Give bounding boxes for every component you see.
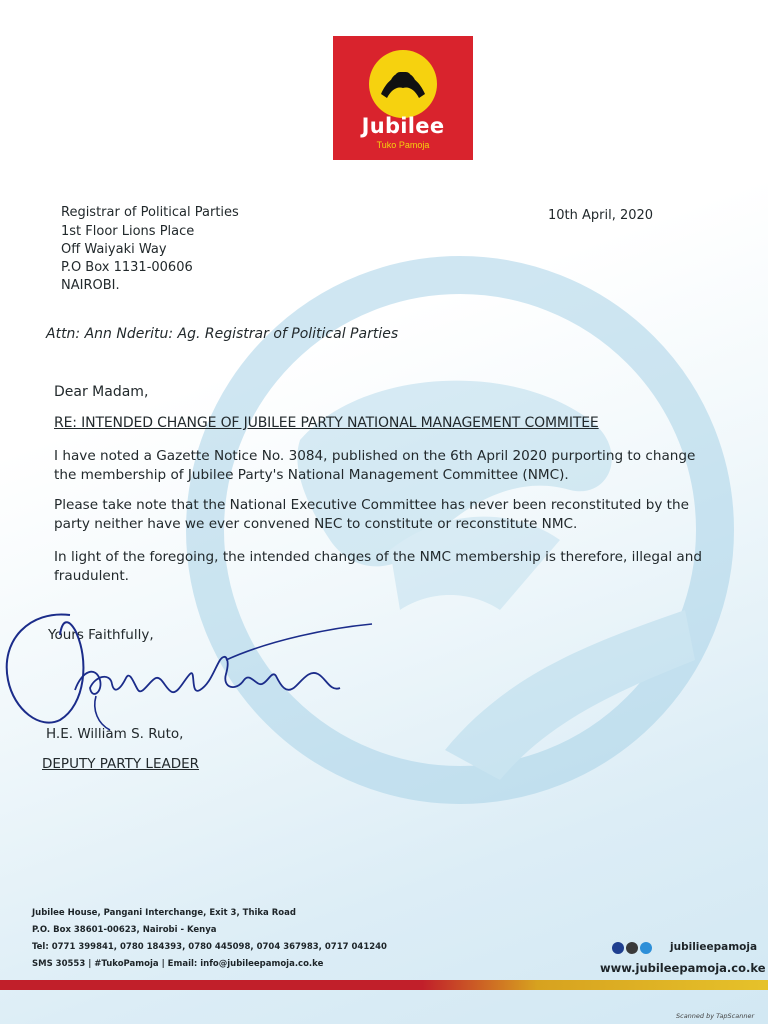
jubilee-logo [333, 36, 473, 160]
signer-title: DEPUTY PARTY LEADER [42, 756, 200, 772]
website-link[interactable]: www.jubileepamoja.co.ke [600, 961, 766, 975]
signer-name: H.E. William S. Ruto, [46, 726, 184, 742]
recipient-line: Off Waiyaki Way [61, 242, 167, 257]
social-icons [612, 941, 652, 955]
footer-pobox: P.O. Box 38601-00623, Nairobi - Kenya [32, 925, 217, 935]
instagram-icon [626, 942, 638, 954]
recipient-line: 1st Floor Lions Place [61, 224, 195, 239]
subject-line: RE: INTENDED CHANGE OF JUBILEE PARTY NATIONAL MANAGEMENT COMMITEE [54, 415, 599, 431]
closing: Yours Faithfully, [48, 627, 154, 643]
letter-date: 10th April, 2020 [548, 208, 654, 223]
logo-name: Jubilee [361, 114, 445, 138]
footer-sms-email: SMS 30553 | #TukoPamoja | Email: info@jubileepamoja.co.ke [32, 959, 324, 969]
footer-tel: Tel: 0771 399841, 0780 184393, 0780 445098, 0704 367983, 0717 041240 [32, 942, 387, 952]
handshake-icon [369, 50, 437, 118]
recipient-line: Registrar of Political Parties [61, 205, 239, 220]
recipient-line: P.O Box 1131-00606 [61, 260, 193, 275]
body-paragraph: Please take note that the National Executive Committee has never been reconstituted by the party neither have we ever convened NEC to constitute or reconstitute NMC. [54, 497, 689, 532]
logo-emblem [369, 50, 437, 118]
scanner-note: Scanned by TapScanner [676, 1012, 755, 1020]
attention-line: Attn: Ann Nderitu: Ag. Registrar of Political Parties [46, 326, 399, 342]
social-handle: jubilieepamoja [670, 941, 758, 953]
recipient-line: NAIROBI. [61, 278, 120, 293]
footer-address: Jubilee House, Pangani Interchange, Exit 3, Thika Road [32, 908, 296, 918]
body-paragraph: I have noted a Gazette Notice No. 3084, published on the 6th April 2020 purporting to change the membership of Jubilee Party's National Management Committee (NMC). [54, 448, 696, 483]
body-paragraph: In light of the foregoing, the intended changes of the NMC membership is therefore, illegal and fraudulent. [54, 549, 702, 584]
footer-stripe [0, 980, 768, 990]
twitter-icon [640, 942, 652, 954]
facebook-icon [612, 942, 624, 954]
logo-tagline: Tuko Pamoja [376, 140, 430, 150]
salutation: Dear Madam, [54, 384, 149, 400]
